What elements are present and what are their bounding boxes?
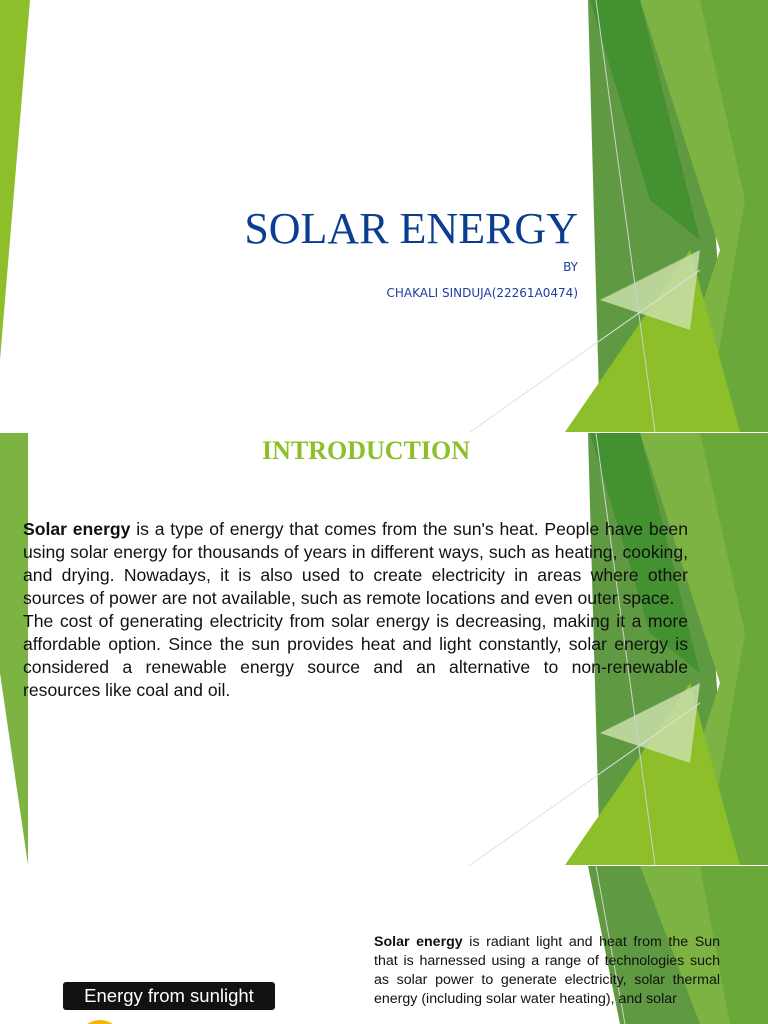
paragraph-2: The cost of generating electricity from solar energy is decreasing, making it a more affordable option. Since the sun provides heat and light constantly, solar energy is considered a renewable energy source and an alternative to non-renewable resources like coal and oil. — [23, 611, 688, 700]
solar-definition-rest: is radiant light and heat from the Sun that is harnessed using a range of technologies such as solar power to generate electricity, solar thermal energy (including solar water heating), and solar — [374, 934, 721, 1007]
paragraph-1-bold: Solar energy — [23, 519, 131, 539]
by-label: BY — [563, 260, 578, 274]
slide-title-text: SOLAR ENERGY — [244, 204, 578, 253]
left-green-sliver — [0, 0, 30, 360]
paragraph-1-text: is a type of energy that comes from the sun's heat. People have been using solar energy for thousands of years in different ways, such as heating, cooking, and drying. Nowadays, it is also used to create electricity in areas where other sources of power are not available, such as remote locations and even outer space. — [23, 519, 688, 608]
solar-definition-text — [374, 933, 720, 1009]
paragraph-1 — [23, 518, 688, 610]
author-label: CHAKALI SINDUJA(22261A0474) — [386, 286, 578, 300]
introduction-heading: INTRODUCTION — [261, 436, 471, 465]
energy-from-sunlight-label: Energy from sunlight — [63, 982, 275, 1010]
slide-title — [0, 0, 768, 432]
solar-definition-bold: Solar energy — [374, 934, 463, 950]
introduction-body — [23, 518, 688, 702]
